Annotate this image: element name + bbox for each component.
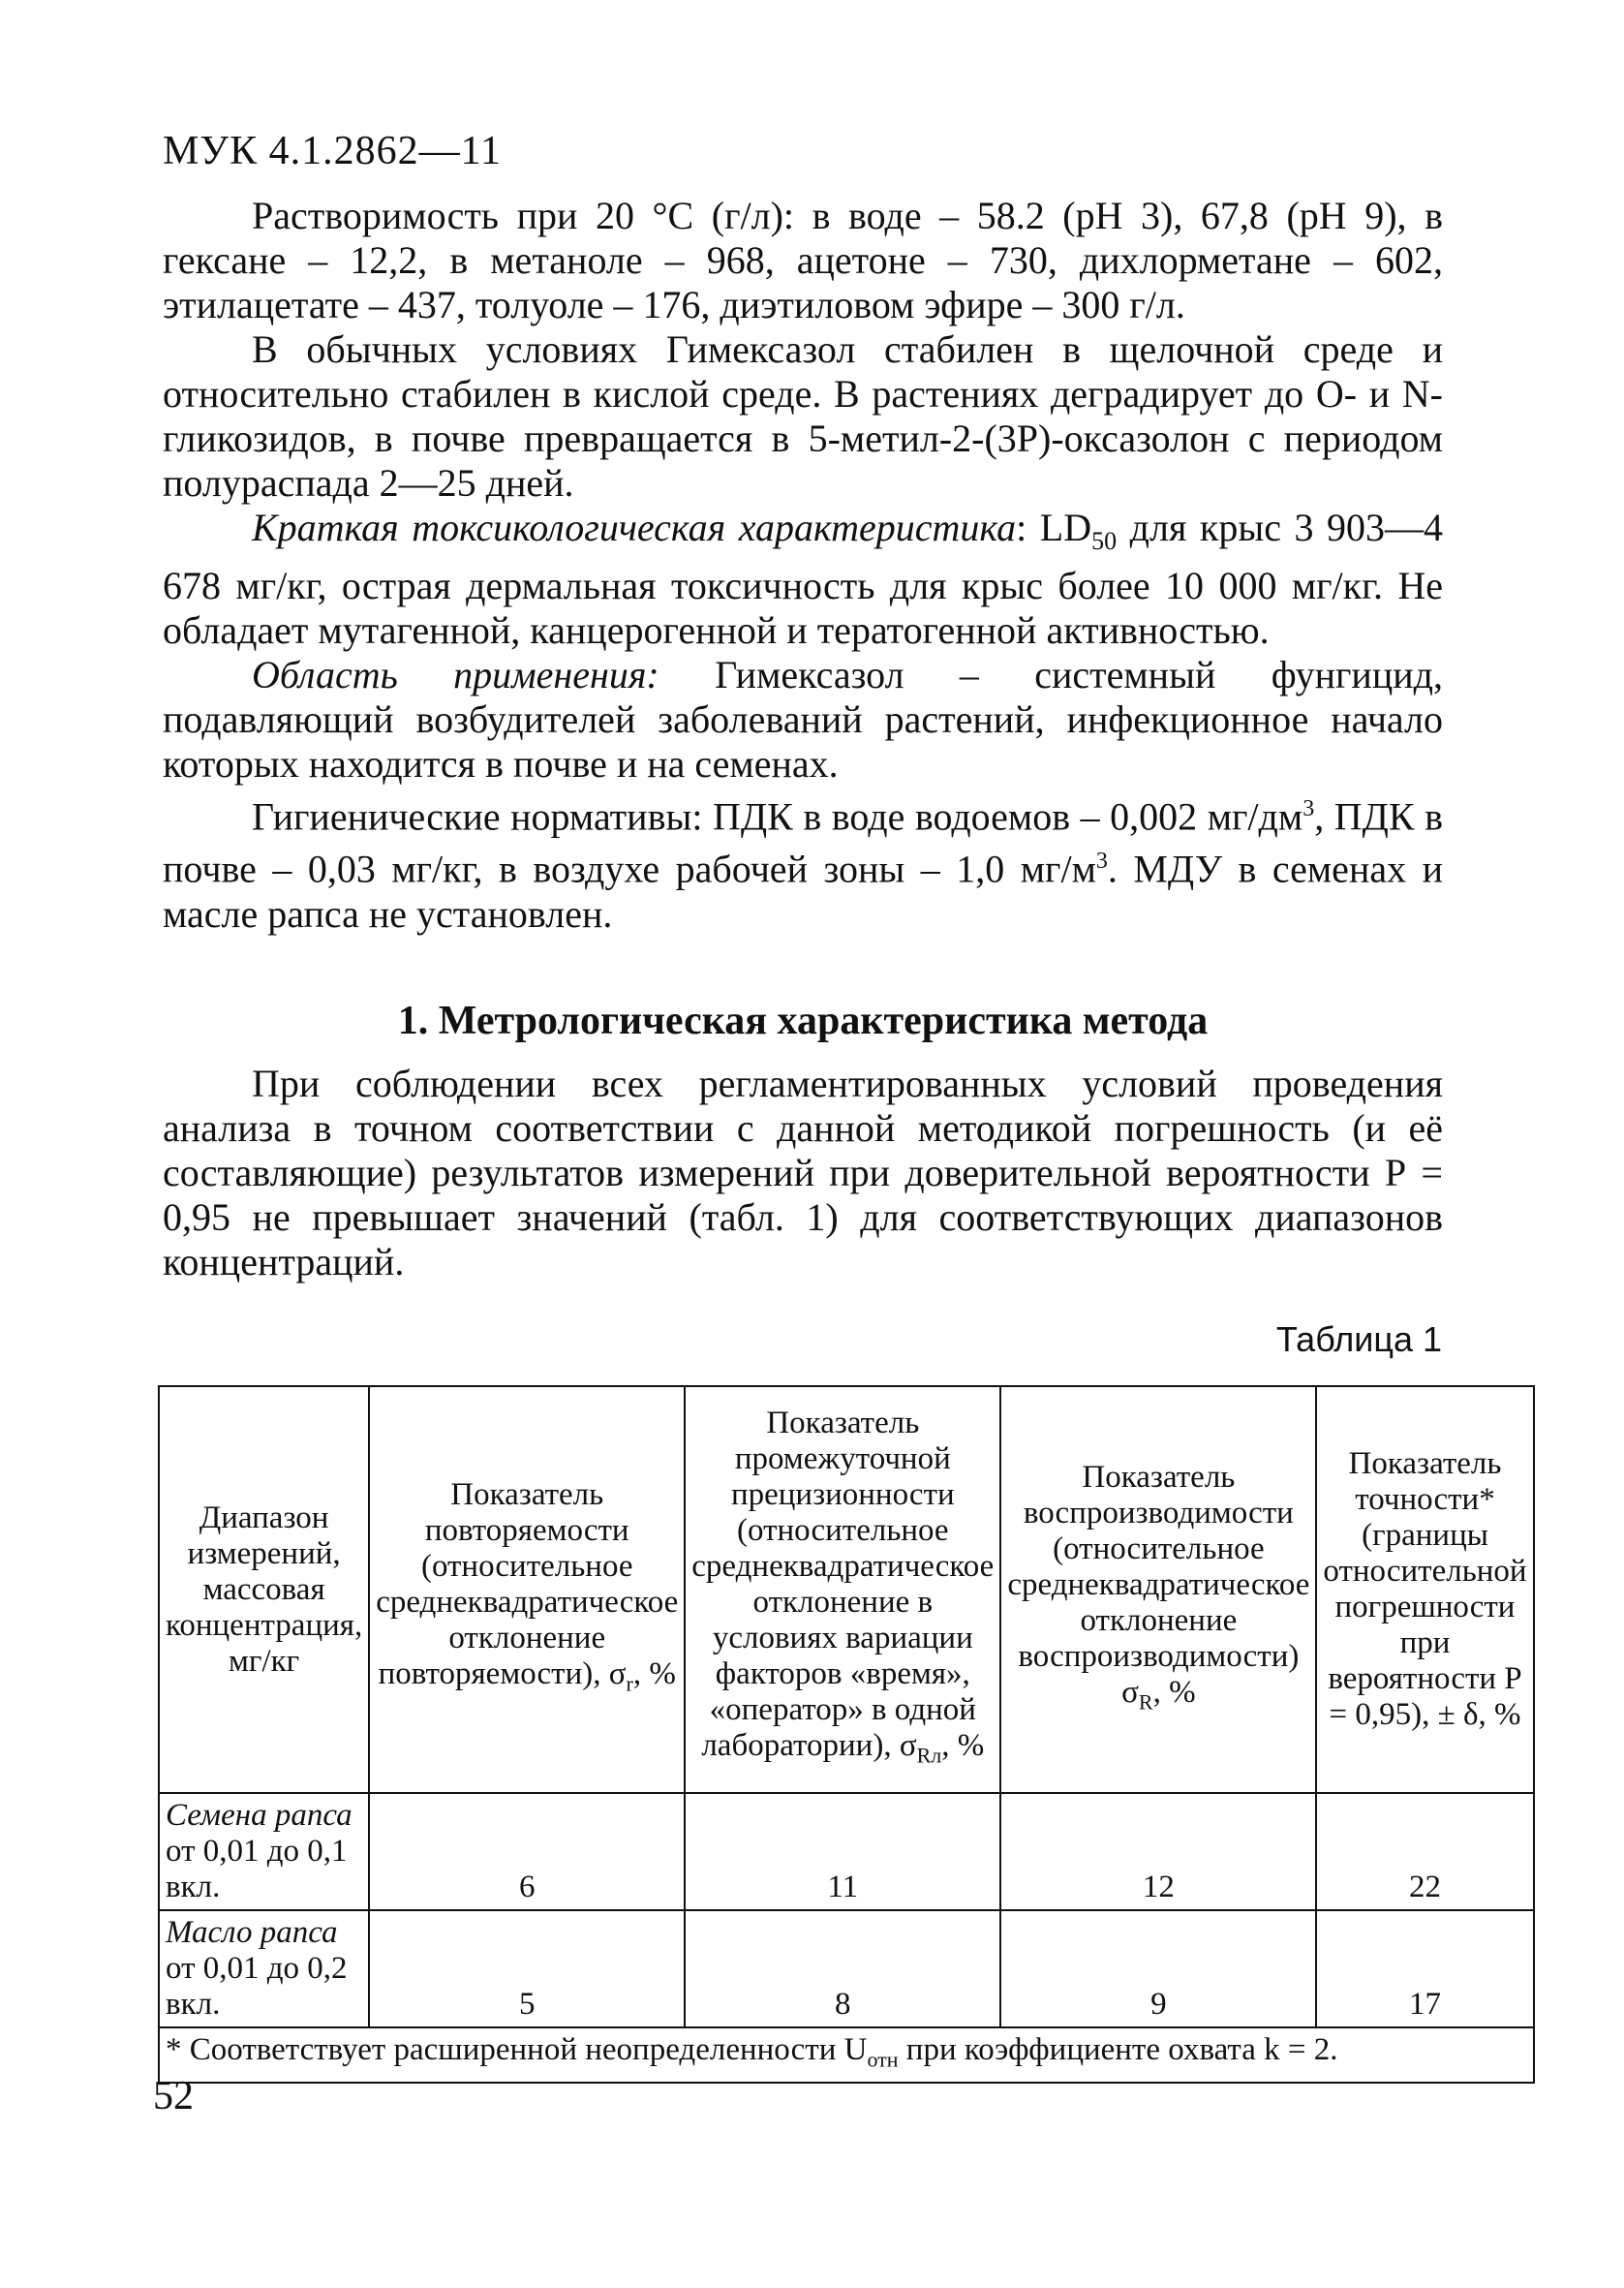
header-repeatability-unit: , % — [632, 1656, 676, 1692]
document-code-header: МУК 4.1.2862—11 — [163, 129, 503, 173]
header-repeatability — [369, 1386, 685, 1793]
row-repeatability: 5 — [369, 1910, 685, 2027]
row-matrix: Семена рапса — [166, 1798, 352, 1833]
application-text: Гимексазол – системный фунгицид, подавляющий возбудителей заболеваний растений, инфекционное начало которых находится в почве и на семенах. — [163, 653, 1443, 786]
toxicology-label: Краткая токсикологическая характеристика — [252, 506, 1017, 549]
toxicology-paragraph — [163, 506, 1443, 653]
header-reproducibility-text: Показатель воспроизводимости (относительное среднеквадратическое отклонение воспроизводимости) σ — [1007, 1459, 1310, 1710]
hygiene-superscript-1: 3 — [1302, 796, 1315, 821]
header-intermediate-text: Показатель промежуточной прецизионности (относительное среднеквадратическое отклонение в условиях вариации факторов «время», «оператор» в одной лаборатории), σ — [691, 1406, 995, 1764]
header-intermediate-unit: , % — [941, 1728, 985, 1764]
footnote-text-part2: при коэффициенте охвата k = 2. — [898, 2032, 1338, 2067]
header-repeatability-text: Показатель повторяемости (относительное среднеквадратическое отклонение повторяемости), σ — [376, 1477, 679, 1692]
row-intermediate: 11 — [685, 1793, 1000, 1910]
toxicology-text-part2: для крыс 3 903—4 678 мг/кг, острая дермальная токсичность для крыс более 10 000 мг/кг. Не обладает мутагенной, канцерогенной и тератогенной активностью. — [163, 506, 1444, 652]
header-intermediate — [685, 1386, 1000, 1793]
solubility-paragraph: Растворимость при 20 °С (г/л): в воде – 58.2 (рН 3), 67,8 (рН 9), в гексане – 12,2, в метаноле – 968, ацетоне – 730, дихлорметане – 602, этилацетате – 437, толуоле – 176, диэтиловом эфире – 300 г/л. — [163, 194, 1443, 326]
table-row — [159, 1793, 1534, 1910]
footnote-text-part1: * Соответствует расширенной неопределенности U — [166, 2032, 868, 2067]
ld50-subscript: 50 — [1091, 527, 1118, 555]
hygiene-text-part3: . МДУ в семенах и масле рапса не установлен. — [163, 847, 1443, 936]
row-repeatability: 6 — [369, 1793, 685, 1910]
table-footnote — [159, 2027, 1534, 2083]
header-reproducibility-unit: , % — [1152, 1674, 1196, 1710]
row-range-cell — [159, 1910, 369, 2027]
row-range: от 0,01 до 0,1 вкл. — [166, 1834, 348, 1904]
table-caption: Таблица 1 — [1275, 1319, 1442, 1359]
section-heading: 1. Метрологическая характеристика метода — [397, 999, 1209, 1043]
table-header-row — [159, 1386, 1534, 1793]
page-number: 52 — [153, 2074, 194, 2118]
row-intermediate: 8 — [685, 1910, 1000, 2027]
row-reproducibility: 9 — [1000, 1910, 1316, 2027]
row-accuracy: 17 — [1316, 1910, 1533, 2027]
row-accuracy: 22 — [1316, 1793, 1533, 1910]
footnote-subscript: отн — [867, 2047, 899, 2072]
row-range-cell — [159, 1793, 369, 1910]
hygiene-text-part1: Гигиенические нормативы: ПДК в воде водоемов – 0,002 мг/дм — [252, 794, 1303, 839]
section-intro-block — [163, 1062, 1443, 1284]
row-reproducibility: 12 — [1000, 1793, 1316, 1910]
row-range: от 0,01 до 0,2 вкл. — [166, 1951, 348, 2022]
header-range: Диапазон измерений, массовая концентрация, мг/кг — [159, 1386, 369, 1793]
row-matrix: Масло рапса — [166, 1915, 338, 1950]
stability-paragraph: В обычных условиях Гимексазол стабилен в щелочной среде и относительно стабилен в кислой среде. В растениях деградирует до О- и N-гликозидов, в почве превращается в 5-метил-2-(3Р)-оксазолон с периодом полураспада 2—25 дней. — [163, 327, 1443, 505]
table-row — [159, 1910, 1534, 2027]
toxicology-text-part1: : LD — [1016, 506, 1092, 549]
intro-text-block — [163, 194, 1443, 937]
application-paragraph — [163, 653, 1443, 787]
hygiene-superscript-2: 3 — [1095, 849, 1108, 875]
metrology-table — [158, 1385, 1535, 2084]
header-repeatability-sub: r — [626, 1671, 633, 1696]
hygiene-text-part2: , ПДК в почве – 0,03 мг/кг, в воздухе рабочей зоны – 1,0 мг/м — [163, 794, 1443, 891]
hygiene-paragraph — [163, 787, 1443, 937]
table-footnote-row — [159, 2027, 1534, 2083]
header-accuracy: Показатель точности* (границы относительной погрешности при вероятности Р = 0,95), ± δ, % — [1316, 1386, 1533, 1793]
header-intermediate-sub: Rл — [916, 1743, 942, 1768]
application-label: Область применения: — [252, 653, 659, 696]
header-reproducibility — [1000, 1386, 1316, 1793]
section-intro-paragraph: При соблюдении всех регламентированных условий проведения анализа в точном соответствии с данной методикой погрешность (и её составляющие) результатов измерений при доверительной вероятности Р = 0,95 не превышает значений (табл. 1) для соответствующих диапазонов концентраций. — [163, 1062, 1443, 1283]
header-reproducibility-sub: R — [1138, 1689, 1153, 1715]
